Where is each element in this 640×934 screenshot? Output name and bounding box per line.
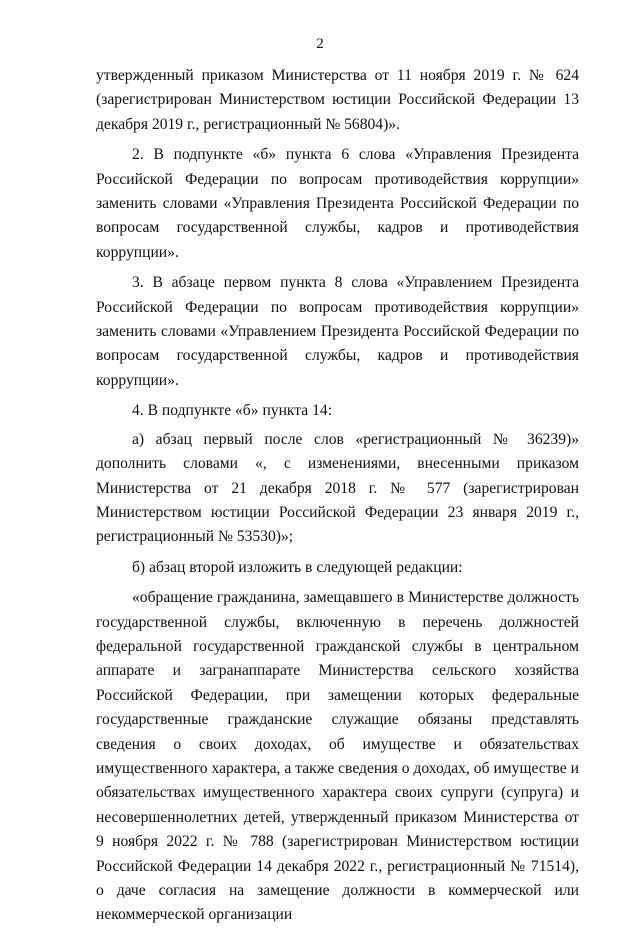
paragraph-item-4: 4. В подпункте «б» пункта 14:: [132, 402, 333, 420]
paragraph-quoted-text: «обращение гражданина, замещавшего в Министерстве должность государственной службы, включенную в перечень должностей федеральной государственной гражданской службы в центральном аппарате и загранаппарате Министерства сельского хозяйства Российской Федерации, при замещении которых федеральные государственные гражданские служащие обязаны представлять сведения о своих доходах, об имуществе и обязательствах имущественного характера, а также сведения о доходах, об имуществе и обязательствах имущественного характера своих супруги (супруга) и несовершеннолетних детей, утвержденный приказом Министерства от 9 ноября 2022 г. № 788 (зарегистрирован Министерством юстиции Российской Федерации 14 декабря 2022 г., регистрационный № 71514), о даче согласия на замещение должности в коммерческой или некоммерческой организации: [96, 589, 579, 924]
document-body: [96, 64, 579, 934]
paragraph-subitem-b: б) абзац второй изложить в следующей редакции:: [132, 558, 463, 576]
paragraph-item-3: 3. В абзаце первом пункта 8 слова «Управлением Президента Российской Федерации по вопросам противодействия коррупции» заменить словами «Управлением Президента Российской Федерации по вопросам государственной службы, кадров и противодействия коррупции».: [96, 274, 579, 389]
page-number: 2: [316, 36, 324, 52]
paragraph-item-2: 2. В подпункте «б» пункта 6 слова «Управления Президента Российской Федерации по вопросам противодействия коррупции» заменить словами «Управления Президента Российской Федерации по вопросам государственной службы, кадров и противодействия коррупции».: [96, 146, 579, 261]
paragraph-continuation: утвержденный приказом Министерства от 11 ноября 2019 г. № 624 (зарегистрирован Министерством юстиции Российской Федерации 13 декабря 2019 г., регистрационный № 56804)».: [96, 67, 579, 133]
paragraph-subitem-a: а) абзац первый после слов «регистрационный № 36239)» дополнить словами «, с изменениями, внесенными приказом Министерства от 21 декабря 2018 г. № 577 (зарегистрирован Министерством юстиции Российской Федерации 23 января 2019 г., регистрационный № 53530)»;: [96, 430, 579, 546]
